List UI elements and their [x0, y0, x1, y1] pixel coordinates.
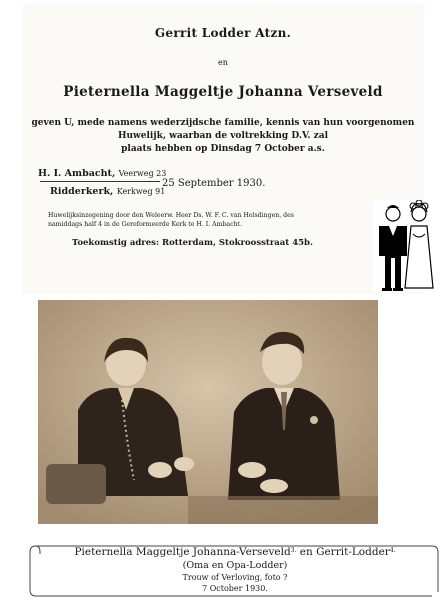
groom-address-place: H. I. Ambacht,: [38, 168, 116, 179]
caption-nickname: (Oma en Opa-Lodder): [182, 560, 288, 571]
ceremony-note-line-1: Huwelijksinzegening door den Weleerw. Heer Ds. W. F. C. van Helsdingen, des: [48, 212, 294, 219]
address-divider: [40, 181, 160, 182]
conjunction-text: en: [218, 58, 228, 67]
bride-address-street: Kerkweg 91: [116, 187, 166, 196]
groom-address-street: Veerweg 23: [118, 169, 167, 178]
wedding-announcement-card: [22, 4, 424, 294]
caption-event: Trouw of Verloving, foto ?: [182, 573, 288, 582]
future-address: Toekomstig adres: Rotterdam, Stokroosstraat 45b.: [72, 238, 313, 248]
ceremony-note-line-2: namiddags half 4 in de Gereformeerde Kerk te H. I. Ambacht.: [48, 221, 243, 228]
announcement-body-line-3: plaats hebben op Dinsdag 7 October a.s.: [121, 144, 325, 154]
caption-groom-name: en Gerrit-Lodder: [296, 546, 390, 558]
announcement-body-line-1: geven U, mede namens wederzijdsche familie, kennis van hun voorgenomen: [31, 118, 415, 128]
bride-name: Pieternella Maggeltje Johanna Verseveld: [63, 84, 383, 100]
bride-address-place: Ridderkerk,: [50, 186, 114, 197]
announcement-body-line-2: Huwelijk, waarban de voltrekking D.V. zal: [117, 131, 328, 141]
couple-photograph: [38, 300, 378, 524]
announcement-date: 25 September 1930.: [162, 178, 266, 189]
bride-address: [50, 186, 165, 197]
groom-name: Gerrit Lodder Atzn.: [154, 26, 292, 40]
caption-groom-ref: 4.: [389, 547, 396, 554]
caption-names: [28, 546, 442, 558]
caption-bride-name: Pieternella Maggeltje Johanna-Verseveld: [74, 546, 291, 558]
caption-event-date: 7 October 1930.: [202, 584, 268, 593]
caption-scroll: [28, 540, 442, 598]
caption-bride-ref: 3.: [290, 547, 297, 554]
bride-groom-icon: [373, 200, 439, 292]
groom-address: [38, 168, 166, 179]
